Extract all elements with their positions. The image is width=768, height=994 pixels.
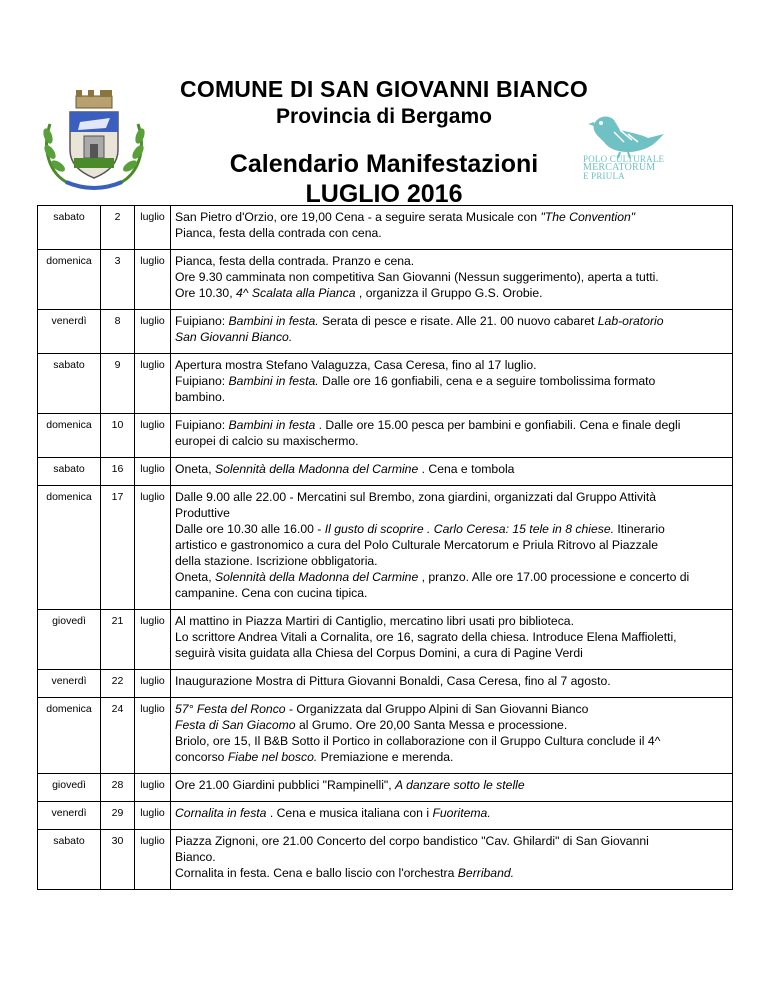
event-month: luglio xyxy=(135,414,171,458)
event-date: 17 xyxy=(101,486,135,610)
event-description xyxy=(171,250,733,310)
event-line xyxy=(175,717,730,733)
event-title-italic: Bambini in festa. xyxy=(228,374,319,388)
event-line xyxy=(175,253,730,269)
event-weekday: giovedì xyxy=(38,610,101,670)
event-weekday: venerdì xyxy=(38,670,101,698)
event-date: 10 xyxy=(101,414,135,458)
event-line xyxy=(175,489,730,505)
event-weekday: domenica xyxy=(38,250,101,310)
event-text: Oneta, xyxy=(175,570,215,584)
event-text: Fuipiano: xyxy=(175,418,229,432)
event-title-italic: 4^ Scalata alla Pianca xyxy=(235,286,356,300)
month-title: LUGLIO 2016 xyxy=(305,180,463,208)
event-weekday: venerdì xyxy=(38,802,101,830)
event-weekday: sabato xyxy=(38,354,101,414)
event-text: Dalle ore 10.30 alle 16.00 - xyxy=(175,522,325,536)
event-text: . Dalle ore 15.00 pesca per bambini e gonfiabili. Cena e finale degli xyxy=(315,418,681,432)
event-line xyxy=(175,269,730,285)
event-row xyxy=(38,774,733,802)
event-title-italic: Festa di San Giacomo xyxy=(175,718,296,732)
event-description xyxy=(171,354,733,414)
event-description xyxy=(171,830,733,890)
event-month: luglio xyxy=(135,486,171,610)
event-line xyxy=(175,373,730,389)
event-line xyxy=(175,461,730,477)
event-row xyxy=(38,610,733,670)
event-text: seguirà visita guidata alla Chiesa del Corpus Domini, a cura di Pagine Verdi xyxy=(175,646,583,660)
event-text: , pranzo. Alle ore 17.00 processione e concerto di xyxy=(418,570,690,584)
event-title-italic: Il gusto di scoprire . Carlo Ceresa: 15 tele in 8 chiese. xyxy=(324,522,614,536)
event-text: Pianca, festa della contrada con cena. xyxy=(175,226,382,240)
event-title-italic: 57° Festa del Ronco xyxy=(175,702,286,716)
event-line xyxy=(175,329,730,345)
event-title-italic: "The Convention" xyxy=(540,210,636,224)
event-text: Dalle 9.00 alle 22.00 - Mercatini sul Brembo, zona giardini, organizzati dal Gruppo Attività xyxy=(175,490,656,504)
event-month: luglio xyxy=(135,206,171,250)
event-line xyxy=(175,613,730,629)
event-text: Ore 21.00 Giardini pubblici "Rampinelli", xyxy=(175,778,396,792)
event-row xyxy=(38,310,733,354)
event-description xyxy=(171,698,733,774)
event-date: 8 xyxy=(101,310,135,354)
event-text: Al mattino in Piazza Martiri di Cantiglio, mercatino libri usati pro biblioteca. xyxy=(175,614,574,628)
event-line xyxy=(175,749,730,765)
event-month: luglio xyxy=(135,610,171,670)
event-date: 16 xyxy=(101,458,135,486)
event-line xyxy=(175,225,730,241)
event-weekday: sabato xyxy=(38,830,101,890)
event-line xyxy=(175,433,730,449)
event-description xyxy=(171,414,733,458)
event-line xyxy=(175,645,730,661)
event-line xyxy=(175,313,730,329)
event-row xyxy=(38,414,733,458)
event-text: . Cena e musica italiana con i xyxy=(266,806,433,820)
event-date: 9 xyxy=(101,354,135,414)
polo-culturale-logo-text xyxy=(583,155,683,181)
event-line xyxy=(175,521,730,537)
event-month: luglio xyxy=(135,458,171,486)
event-line xyxy=(175,209,730,225)
event-line xyxy=(175,285,730,301)
event-line xyxy=(175,849,730,865)
logo-line: POLO CULTURALE xyxy=(583,154,665,164)
event-text: Briolo, ore 15, Il B&B Sotto il Portico in collaborazione con il Gruppo Cultura conclude il 4^ xyxy=(175,734,661,748)
event-date: 28 xyxy=(101,774,135,802)
event-text: Apertura mostra Stefano Valaguzza, Casa Ceresa, fino al 17 luglio. xyxy=(175,358,537,372)
event-text: - Organizzata dal Gruppo Alpini di San Giovanni Bianco xyxy=(285,702,589,716)
event-text: Oneta, xyxy=(175,462,215,476)
event-line xyxy=(175,417,730,433)
event-description xyxy=(171,774,733,802)
event-text: Bianco. xyxy=(175,850,216,864)
event-line xyxy=(175,389,730,405)
event-text: Produttive xyxy=(175,506,230,520)
event-text: al Grumo. Ore 20,00 Santa Messa e processione. xyxy=(295,718,568,732)
event-month: luglio xyxy=(135,250,171,310)
event-line xyxy=(175,553,730,569)
event-title-italic: Lab-oratorio xyxy=(597,314,664,328)
comune-title: COMUNE DI SAN GIOVANNI BIANCO xyxy=(180,76,588,102)
event-line xyxy=(175,865,730,881)
event-line xyxy=(175,585,730,601)
event-line xyxy=(175,777,730,793)
event-date: 30 xyxy=(101,830,135,890)
event-title-italic: Berriband. xyxy=(457,866,515,880)
event-text: europei di calcio su maxischermo. xyxy=(175,434,359,448)
event-line xyxy=(175,537,730,553)
event-row xyxy=(38,458,733,486)
event-title-italic: A danzare sotto le stelle xyxy=(395,778,525,792)
event-row xyxy=(38,802,733,830)
event-row xyxy=(38,354,733,414)
provincia-title: Provincia di Bergamo xyxy=(276,105,492,128)
event-month: luglio xyxy=(135,698,171,774)
event-text: Piazza Zignoni, ore 21.00 Concerto del corpo bandistico "Cav. Ghilardi" di San Giovanni xyxy=(175,834,649,848)
event-text: Ore 9.30 camminata non competitiva San Giovanni (Nessun suggerimento), aperta a tutti. xyxy=(175,270,659,284)
event-month: luglio xyxy=(135,774,171,802)
event-date: 2 xyxy=(101,206,135,250)
event-text: , organizza il Gruppo G.S. Orobie. xyxy=(355,286,543,300)
logo-line: E PRIULA xyxy=(583,171,625,181)
event-row xyxy=(38,830,733,890)
event-line xyxy=(175,833,730,849)
event-text: Dalle ore 16 gonfiabili, cena e a seguire tombolissima formato xyxy=(318,374,656,388)
event-weekday: giovedì xyxy=(38,774,101,802)
event-row xyxy=(38,670,733,698)
event-description xyxy=(171,610,733,670)
event-weekday: venerdì xyxy=(38,310,101,354)
event-title-italic: Fiabe nel bosco. xyxy=(227,750,318,764)
event-line xyxy=(175,569,730,585)
event-text: San Pietro d'Orzio, ore 19,00 Cena - a seguire serata Musicale con xyxy=(175,210,541,224)
event-month: luglio xyxy=(135,670,171,698)
calendar-title: Calendario Manifestazioni xyxy=(229,150,539,178)
page-header xyxy=(0,0,768,210)
event-line xyxy=(175,673,730,689)
event-text: Fuipiano: xyxy=(175,314,229,328)
event-date: 22 xyxy=(101,670,135,698)
event-weekday: domenica xyxy=(38,698,101,774)
event-description xyxy=(171,486,733,610)
event-date: 3 xyxy=(101,250,135,310)
event-month: luglio xyxy=(135,830,171,890)
event-line xyxy=(175,733,730,749)
event-month: luglio xyxy=(135,354,171,414)
event-title-italic: Cornalita in festa xyxy=(175,806,267,820)
logo-line: MERCATORUM xyxy=(583,161,656,173)
event-description xyxy=(171,310,733,354)
event-text: Serata di pesce e risate. Alle 21. 00 nuovo cabaret xyxy=(318,314,598,328)
event-text: artistico e gastronomico a cura del Polo Culturale Mercatorum e Priula Ritrovo al Piazzale xyxy=(175,538,658,552)
event-title-italic: Bambini in festa. xyxy=(228,314,319,328)
event-row xyxy=(38,206,733,250)
event-text: concorso xyxy=(175,750,228,764)
event-text: campanine. Cena con cucina tipica. xyxy=(175,586,368,600)
event-text: Lo scrittore Andrea Vitali a Cornalita, ore 16, sagrato della chiesa. Introduce Elena Maffioletti, xyxy=(175,630,677,644)
event-description xyxy=(171,670,733,698)
event-text: . Cena e tombola xyxy=(418,462,515,476)
event-line xyxy=(175,629,730,645)
event-description xyxy=(171,458,733,486)
event-row xyxy=(38,698,733,774)
events-table xyxy=(37,205,733,890)
event-date: 21 xyxy=(101,610,135,670)
event-text: Ore 10.30, xyxy=(175,286,236,300)
event-line xyxy=(175,357,730,373)
event-text: Fuipiano: xyxy=(175,374,229,388)
event-text: Itinerario xyxy=(614,522,665,536)
event-row xyxy=(38,250,733,310)
event-line xyxy=(175,505,730,521)
event-line xyxy=(175,701,730,717)
event-date: 24 xyxy=(101,698,135,774)
event-text: Premiazione e merenda. xyxy=(317,750,454,764)
event-title-italic: San Giovanni Bianco. xyxy=(175,330,293,344)
event-title-italic: Solennità della Madonna del Carmine xyxy=(214,462,419,476)
event-description xyxy=(171,802,733,830)
event-weekday: sabato xyxy=(38,458,101,486)
event-row xyxy=(38,486,733,610)
event-text: Cornalita in festa. Cena e ballo liscio con l'orchestra xyxy=(175,866,458,880)
event-title-italic: Fuoritema. xyxy=(432,806,491,820)
event-month: luglio xyxy=(135,802,171,830)
event-title-italic: Bambini in festa xyxy=(228,418,316,432)
event-title-italic: Solennità della Madonna del Carmine xyxy=(214,570,419,584)
event-description xyxy=(171,206,733,250)
event-text: bambino. xyxy=(175,390,226,404)
event-text: Inaugurazione Mostra di Pittura Giovanni Bonaldi, Casa Ceresa, fino al 7 agosto. xyxy=(175,674,611,688)
event-weekday: domenica xyxy=(38,414,101,458)
event-weekday: domenica xyxy=(38,486,101,610)
event-line xyxy=(175,805,730,821)
event-month: luglio xyxy=(135,310,171,354)
event-weekday: sabato xyxy=(38,206,101,250)
event-text: della stazione. Iscrizione obbligatoria. xyxy=(175,554,378,568)
event-date: 29 xyxy=(101,802,135,830)
event-text: Pianca, festa della contrada. Pranzo e cena. xyxy=(175,254,415,268)
